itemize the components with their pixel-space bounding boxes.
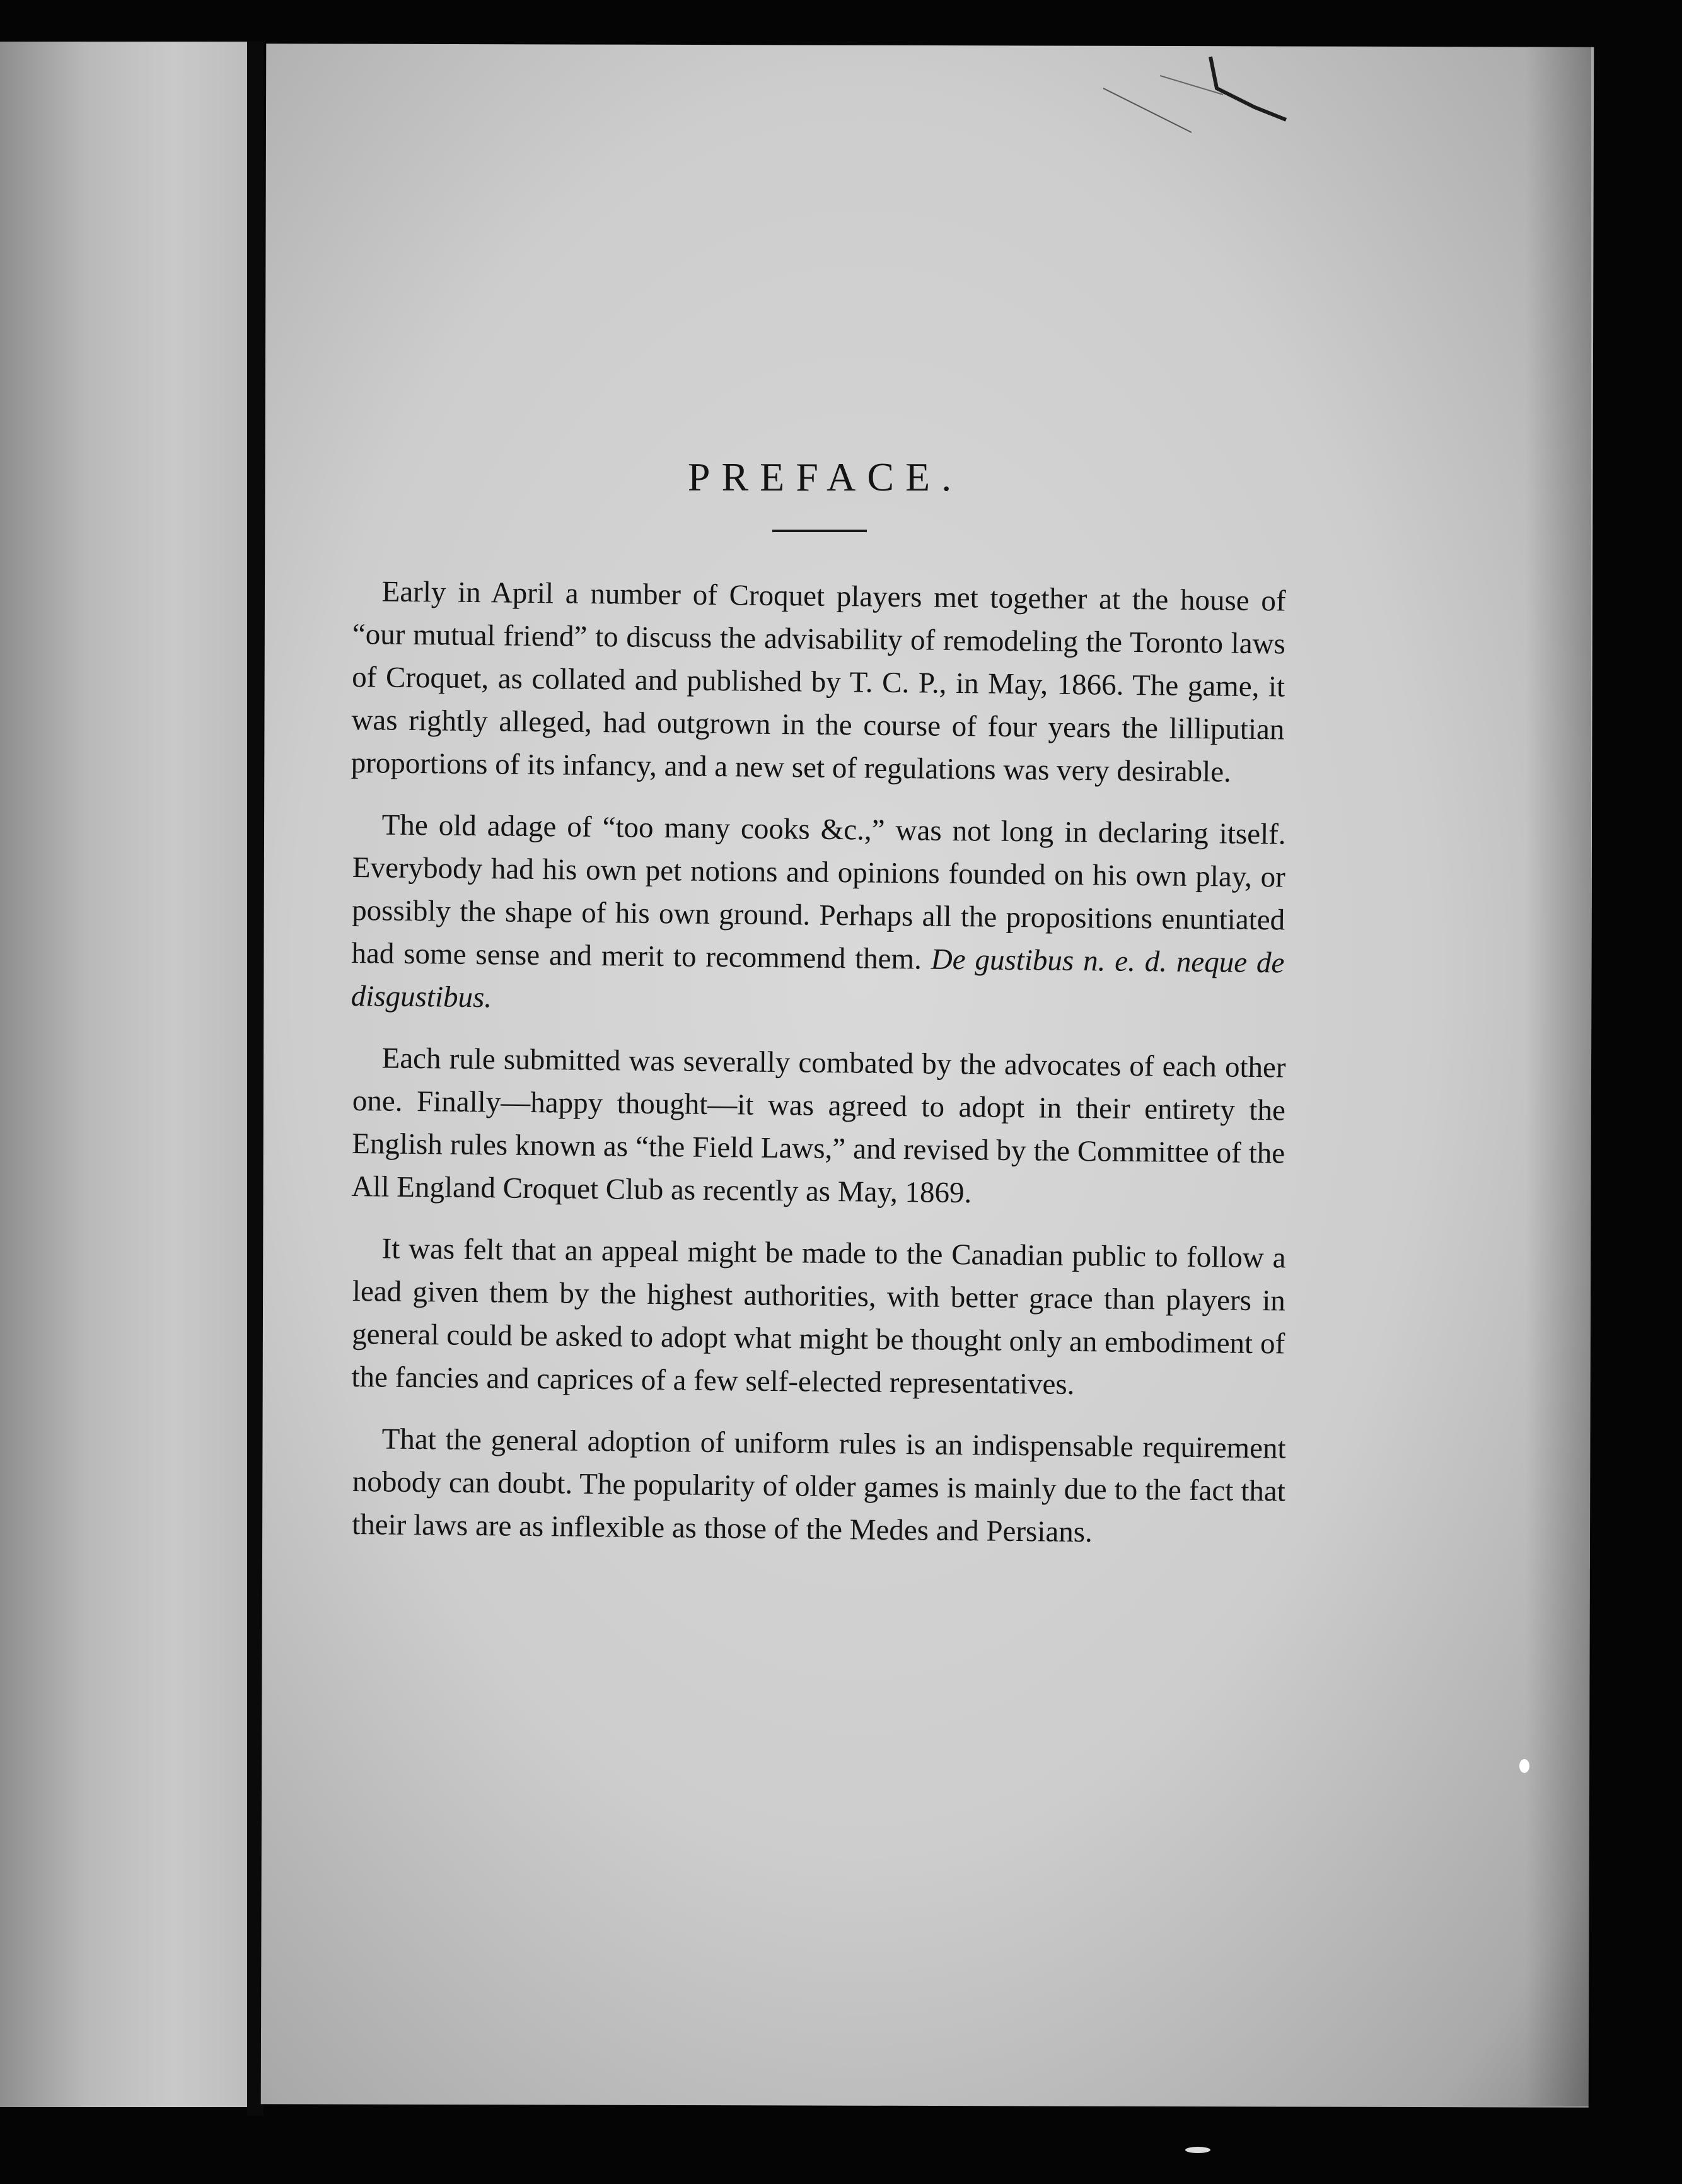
paragraph-2 (351, 803, 1285, 1027)
latin-quote: De gustibus n. e. d. neque de disgustibus. (351, 943, 1285, 1014)
page-crease-marks (1097, 50, 1362, 145)
paragraph-3: Each rule submitted was severally combated by the advocates of each other one. Finally—happy thought—it was agreed to adopt in their entirety the English rules known as “the Field Laws,” and revised by the Committee of the All England Croquet Club as recently as May, 1869. (351, 1042, 1286, 1210)
paragraph-5: That the general adoption of uniform rules is an indispensable requirement nobody can doubt. The popularity of older games is mainly due to the fact that their laws are as inflexible as those of the Medes and Persians. (351, 1422, 1286, 1549)
preface-content (353, 454, 1286, 1565)
title-rule (772, 530, 867, 532)
paper-speck (1519, 1759, 1529, 1773)
page-edge-shadow (1526, 45, 1591, 2106)
preface-title: PREFACE. (687, 455, 963, 499)
paper-speck (1185, 2147, 1210, 2153)
left-page (0, 42, 247, 2107)
paragraph-2-text: The old adage of “too many cooks &c.,” was not long in declaring itself. Everybody had his own pet notions and opinions founded on his own play, or possibly the shape of his own ground. Perhaps all the propositions enuntiated had some sense and merit to recommend them. (351, 808, 1286, 976)
paragraph-4: It was felt that an appeal might be made to the Canadian public to follow a lead given them by the highest authorities, with better grace than players in general could be asked to adopt what might be thought only an embodiment of the fancies and caprices of a few self-elected representatives. (351, 1232, 1286, 1401)
paragraph-1: Early in April a number of Croquet players met together at the house of “our mutual friend” to discuss the advisability of remodeling the Toronto laws of Croquet, as collated and published by T. C. P., in May, 1866. The game, it was rightly alleged, had outgrown in the course of four years the lilliputian proportions of its infancy, and a new set of regulations was very desirable. (351, 575, 1286, 789)
